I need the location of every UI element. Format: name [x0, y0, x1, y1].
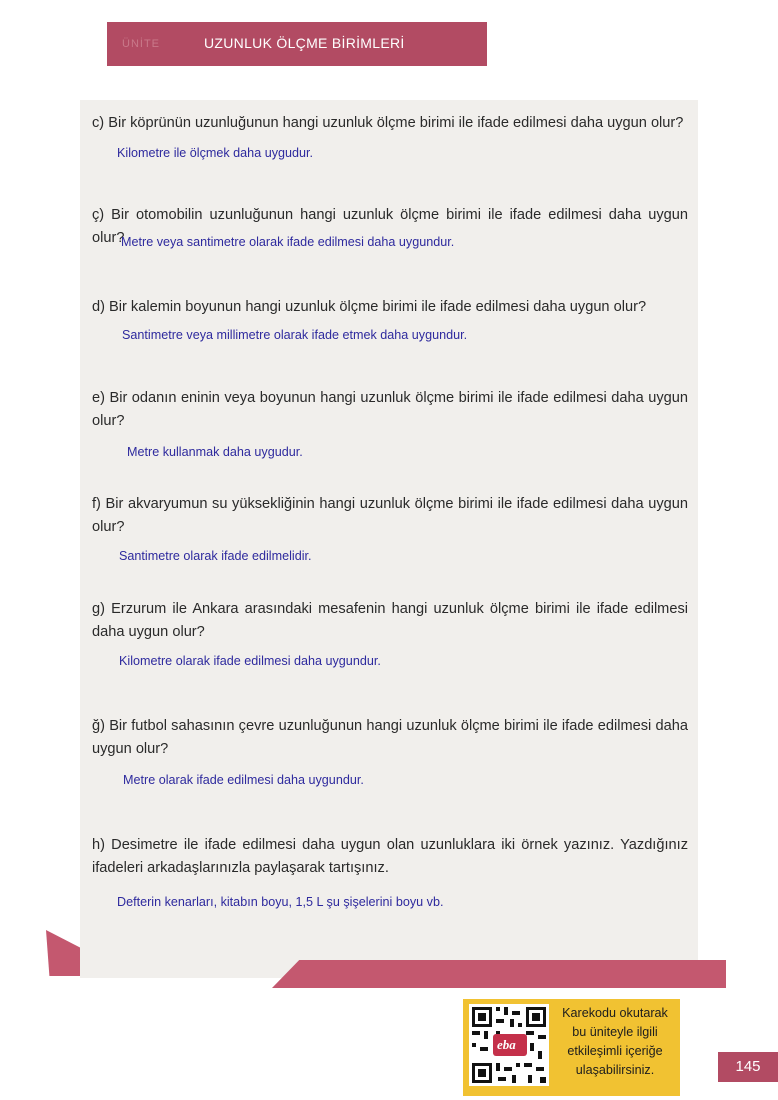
- question-h: h) Desimetre ile ifade edilmesi daha uygun olan uzunluklara iki örnek yazınız. Yazdığınız ifadeleri arkadaşlarınızla paylaşarak tartışınız.: [92, 837, 688, 876]
- qr-note-line-4: ulaşabilirsiniz.: [575, 1063, 655, 1077]
- question-f: f) Bir akvaryumun su yüksekliğinin hangi uzunluk ölçme birimi ile ifade edilmesi daha uygun olur?: [92, 496, 688, 535]
- question-e: e) Bir odanın eninin veya boyunun hangi uzunluk ölçme birimi ile ifade edilmesi daha uygun olur?: [92, 390, 688, 429]
- page-number: 145: [718, 1052, 778, 1082]
- question-d: d) Bir kalemin boyunun hangi uzunluk ölçme birimi ile ifade edilmesi daha uygun olur?: [92, 299, 647, 315]
- answer-g: Kilometre olarak ifade edilmesi daha uygundur.: [119, 654, 381, 668]
- question-c: c) Bir köprünün uzunluğunun hangi uzunluk ölçme birimi ile ifade edilmesi daha uygun olur?: [92, 115, 684, 131]
- page-title: UZUNLUK ÖLÇME BİRİMLERİ: [204, 35, 405, 51]
- answer-d: Santimetre veya millimetre olarak ifade etmek daha uygundur.: [122, 328, 468, 342]
- answer-f: Santimetre olarak ifade edilmelidir.: [119, 549, 312, 563]
- question-g: g) Erzurum ile Ankara arasındaki mesafenin hangi uzunluk ölçme birimi ile ifade edilmesi daha uygun olur?: [92, 601, 688, 640]
- qr-code-icon[interactable]: [469, 1004, 549, 1086]
- qr-note-line-1: Karekodu okutarak: [562, 1006, 668, 1020]
- answer-g-breve: Metre olarak ifade edilmesi daha uygundur.: [123, 773, 364, 787]
- answer-c-cedilla: Metre veya santimetre olarak ifade edilmesi daha uygundur.: [121, 235, 455, 249]
- answer-h: Defterin kenarları, kitabın boyu, 1,5 L şu şişelerini boyu vb.: [117, 895, 444, 909]
- question-c-cedilla: ç) Bir otomobilin uzunluğunun hangi uzunluk ölçme birimi ile ifade edilmesi daha uygun olur?: [92, 207, 688, 246]
- answer-c: Kilometre ile ölçmek daha uygudur.: [117, 146, 314, 160]
- decorative-ribbon-left: [46, 930, 80, 976]
- eba-logo-text: eba: [497, 1037, 516, 1052]
- qr-note-line-3: etkileşimli içeriğe: [567, 1044, 663, 1058]
- header-unit-label: ÜNİTE: [122, 38, 160, 50]
- decorative-ribbon-bottom: [272, 960, 726, 988]
- question-g-breve: ğ) Bir futbol sahasının çevre uzunluğunun hangi uzunluk ölçme birimi ile ifade edilmesi daha uygun olur?: [92, 718, 688, 757]
- qr-note-line-2: bu üniteyle ilgili: [572, 1025, 658, 1039]
- qr-note-text: [553, 1004, 677, 1080]
- answer-e: Metre kullanmak daha uygudur.: [127, 445, 303, 459]
